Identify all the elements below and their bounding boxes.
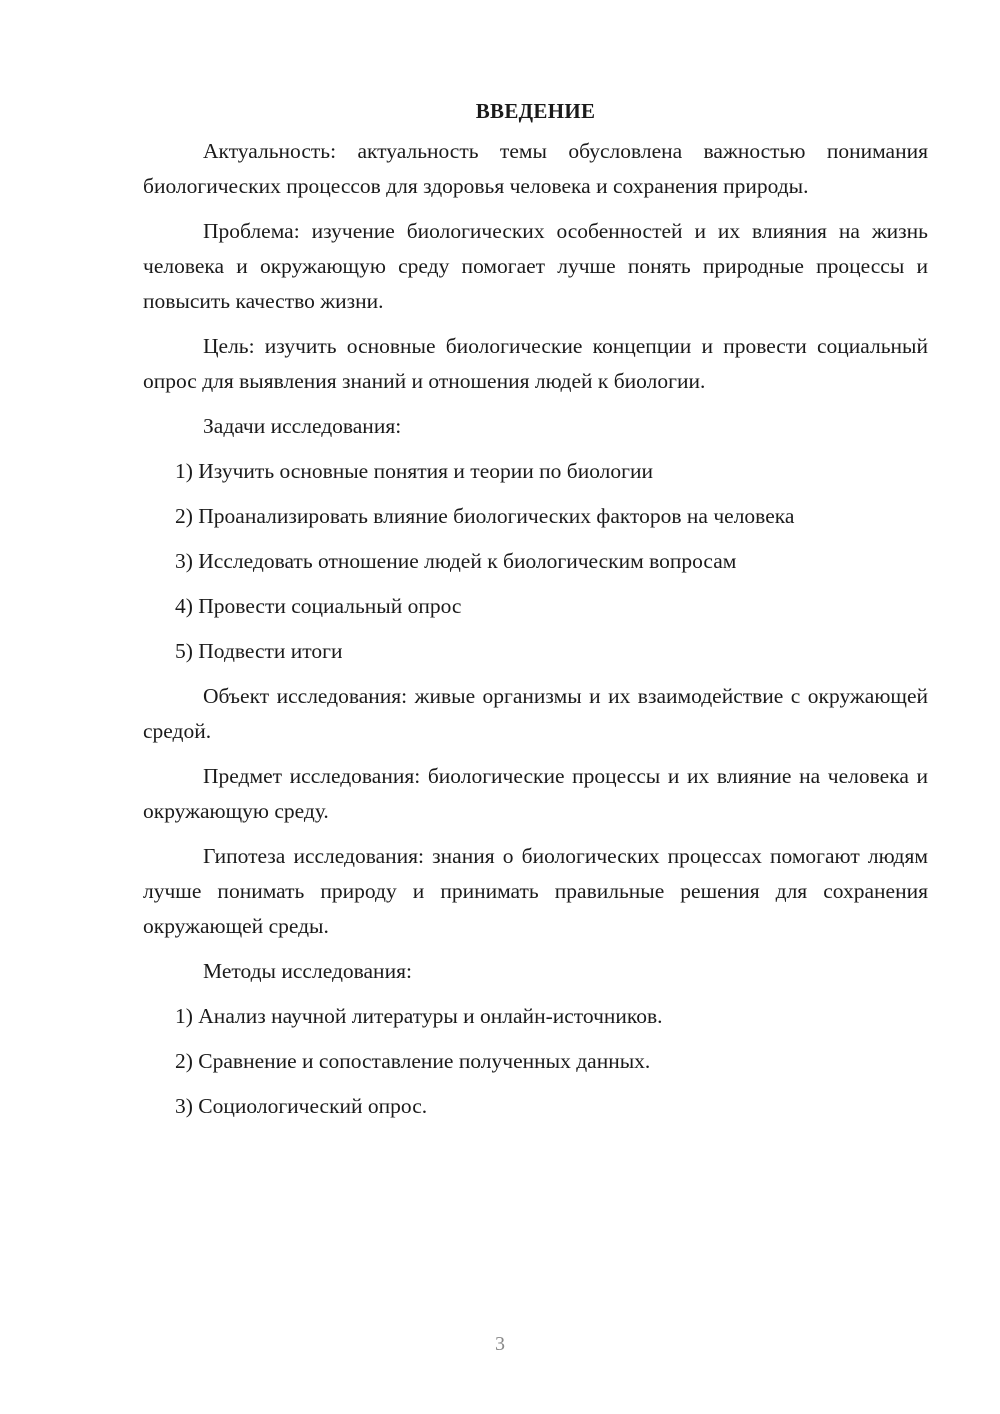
subject-paragraph: Предмет исследования: биологические процессы и их влияние на человека и окружающую среду. bbox=[143, 764, 928, 823]
problem-paragraph: Проблема: изучение биологических особенностей и их влияния на жизнь человека и окружающую среду помогает лучше понять природные процессы и повысить качество жизни. bbox=[143, 219, 928, 313]
relevance-paragraph: Актуальность: актуальность темы обусловлена важностью понимания биологических процессов для здоровья человека и сохранения природы. bbox=[143, 139, 928, 198]
page-number: 3 bbox=[495, 1333, 505, 1355]
task-item: 5) Подвести итоги bbox=[175, 639, 343, 663]
goal-paragraph: Цель: изучить основные биологические концепции и провести социальный опрос для выявления знаний и отношения людей к биологии. bbox=[143, 334, 928, 393]
method-item: 1) Анализ научной литературы и онлайн-источников. bbox=[175, 1004, 663, 1028]
task-item: 2) Проанализировать влияние биологических факторов на человека bbox=[175, 504, 795, 528]
methods-heading: Методы исследования: bbox=[203, 959, 412, 983]
task-item: 4) Провести социальный опрос bbox=[175, 594, 462, 618]
method-item: 3) Социологический опрос. bbox=[175, 1094, 428, 1118]
hypothesis-paragraph: Гипотеза исследования: знания о биологических процессах помогают людям лучше понимать природу и принимать правильные решения для сохранения окружающей среды. bbox=[143, 844, 928, 938]
document-page bbox=[143, 94, 928, 1134]
method-item: 2) Сравнение и сопоставление полученных данных. bbox=[175, 1049, 651, 1073]
task-item: 1) Изучить основные понятия и теории по биологии bbox=[175, 459, 653, 483]
task-item: 3) Исследовать отношение людей к биологическим вопросам bbox=[175, 549, 737, 573]
object-paragraph: Объект исследования: живые организмы и их взаимодействие с окружающей средой. bbox=[143, 684, 928, 743]
section-title: ВВЕДЕНИЕ bbox=[475, 99, 596, 123]
tasks-heading: Задачи исследования: bbox=[203, 414, 402, 438]
